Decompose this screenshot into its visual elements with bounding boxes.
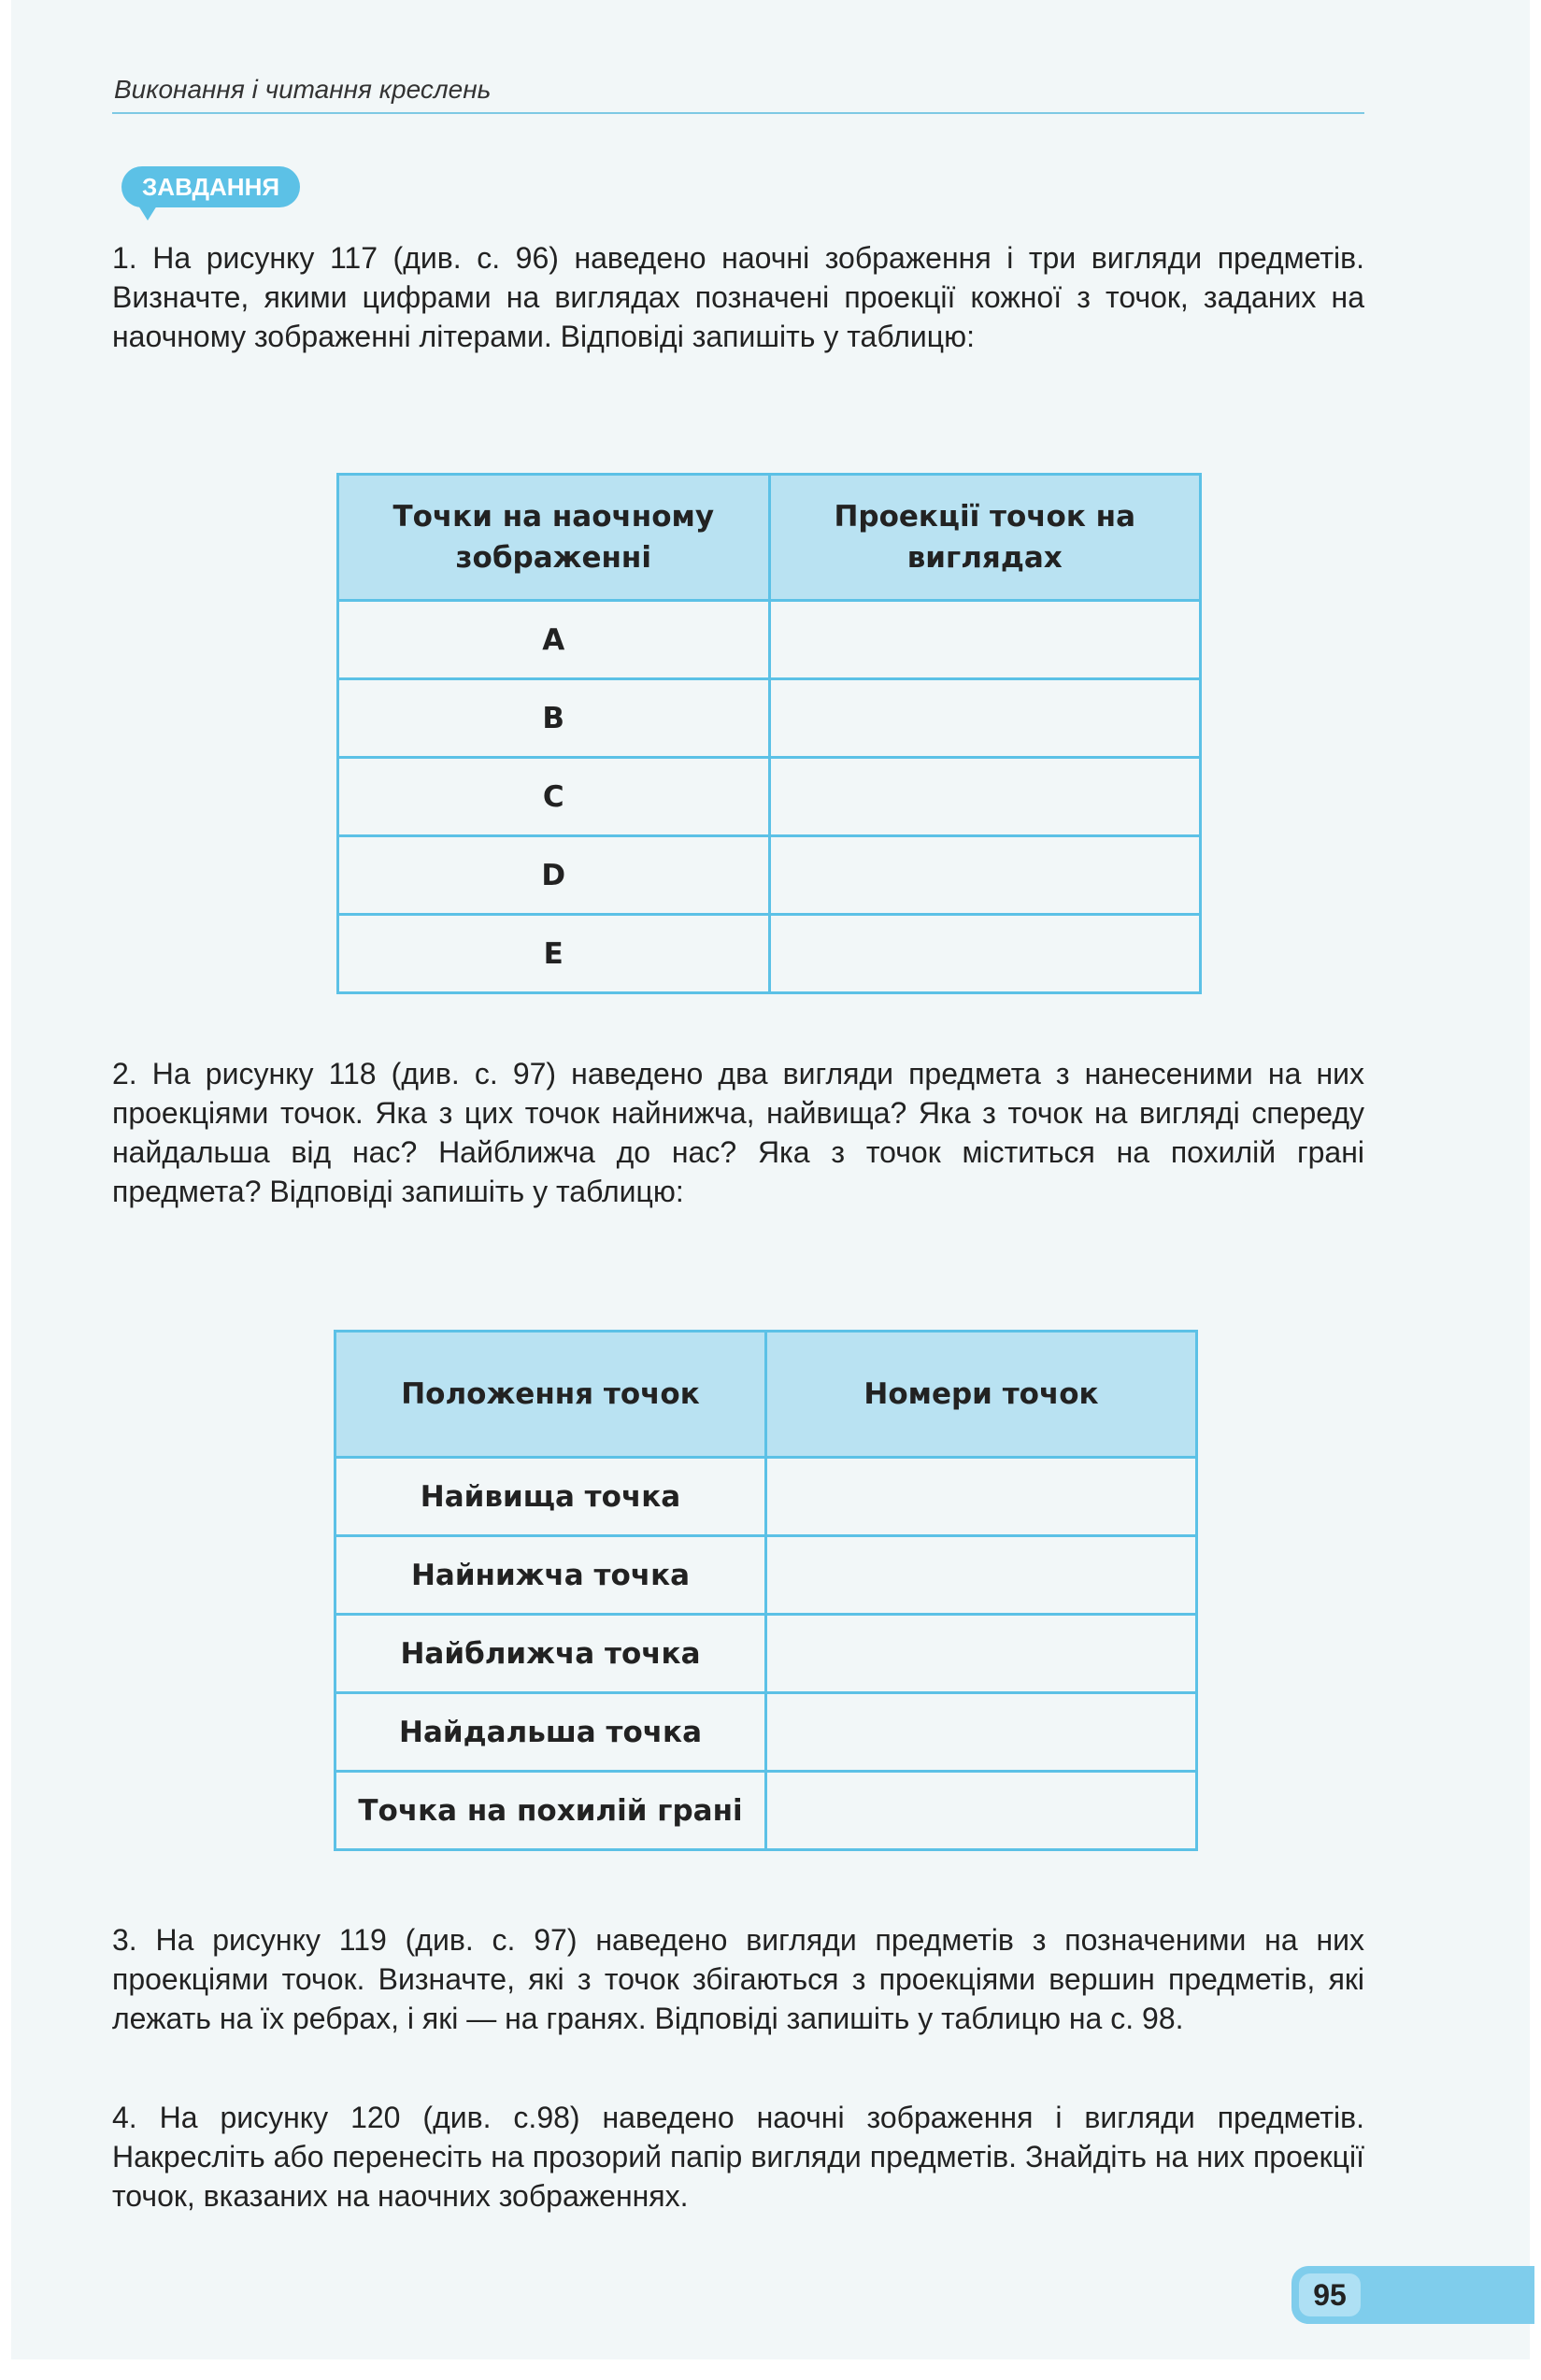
page-number-tab (1291, 2266, 1534, 2324)
answer-cell[interactable] (769, 601, 1201, 679)
table-row (335, 1536, 1197, 1615)
answer-cell[interactable] (769, 758, 1201, 836)
point-label: C (338, 758, 770, 836)
table-row (338, 601, 1201, 679)
point-positions-table (334, 1330, 1198, 1851)
table-header-row (335, 1332, 1197, 1458)
point-label: D (338, 836, 770, 915)
column-header-projections: Проекції точок на виглядах (769, 475, 1201, 601)
table-row (335, 1458, 1197, 1536)
task-4-text: 4. На рисунку 120 (див. с.98) наведено наочні зображення і вигляди предметів. Накресліть або перенесіть на прозорий папір вигляди предметів. Знайдіть на них проекції точок, вказаних на наочних зображеннях. (112, 2101, 1364, 2213)
table-row (338, 836, 1201, 915)
table-header-row (338, 475, 1201, 601)
position-label: Найнижча точка (335, 1536, 766, 1615)
table-row (335, 1693, 1197, 1772)
position-label: Точка на похилій грані (335, 1772, 766, 1850)
running-header: Виконання і читання креслень (114, 75, 492, 104)
task-1-text: 1. На рисунку 117 (див. с. 96) наведено наочні зображення і три вигляди предметів. Визначте, якими цифрами на виглядах позначені проекції кожної з точок, заданих на наочному зображенні літерами. Відповіді запишіть у таблицю: (112, 241, 1364, 353)
answer-cell[interactable] (769, 836, 1201, 915)
table-row (335, 1615, 1197, 1693)
point-label: E (338, 915, 770, 993)
table-row (338, 679, 1201, 758)
position-label: Найвища точка (335, 1458, 766, 1536)
task-3-text: 3. На рисунку 119 (див. с. 97) наведено вигляди предметів з позначеними на них проекціями точок. Визначте, які з точок збігаються з проекціями вершин предметів, які лежать на їх ребрах, і які — на гранях. Відповіді запишіть у таблицю на с. 98. (112, 1923, 1364, 2035)
answer-cell[interactable] (766, 1458, 1197, 1536)
position-label: Найдальша точка (335, 1693, 766, 1772)
position-label: Найближча точка (335, 1615, 766, 1693)
column-header-points: Точки на наочному зображенні (338, 475, 770, 601)
table-row (338, 758, 1201, 836)
task-2-text: 2. На рисунку 118 (див. с. 97) наведено два вигляди предмета з нанесеними на них проекціями точок. Яка з цих точок найнижча, найвища? Яка з точок на вигляді спереду найдальша від нас? Найближча до нас? Яка з точок міститься на похилій грані предмета? Відповіді запишіть у таблицю: (112, 1057, 1364, 1208)
table-row (338, 915, 1201, 993)
table-row (335, 1772, 1197, 1850)
answer-cell[interactable] (766, 1615, 1197, 1693)
answer-cell[interactable] (769, 679, 1201, 758)
column-header-position: Положення точок (335, 1332, 766, 1458)
answer-cell[interactable] (766, 1536, 1197, 1615)
column-header-numbers: Номери точок (766, 1332, 1197, 1458)
section-tag: ЗАВДАННЯ (121, 166, 300, 207)
header-divider (112, 112, 1364, 114)
answer-cell[interactable] (769, 915, 1201, 993)
answer-cell[interactable] (766, 1693, 1197, 1772)
point-label: A (338, 601, 770, 679)
textbook-page (11, 0, 1530, 2359)
page-number: 95 (1299, 2273, 1361, 2316)
point-label: B (338, 679, 770, 758)
points-projection-table (336, 473, 1202, 994)
answer-cell[interactable] (766, 1772, 1197, 1850)
